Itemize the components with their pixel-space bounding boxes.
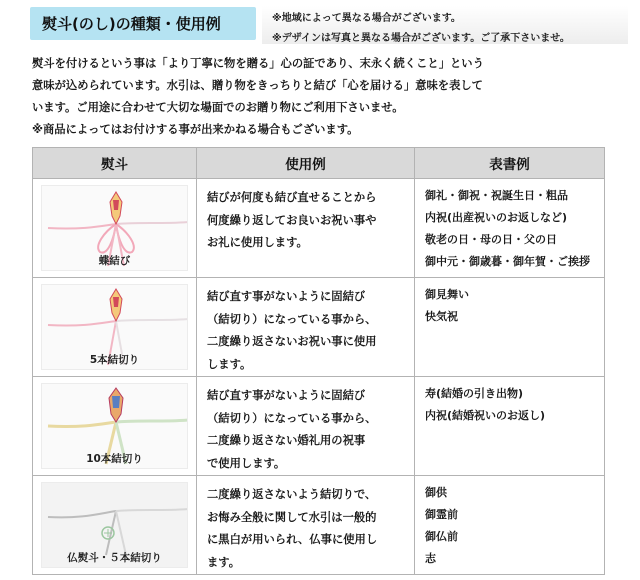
table-row	[33, 377, 605, 476]
usage-line: 結び直す事がないように固結び	[207, 290, 366, 303]
usage-line: します。	[207, 357, 252, 371]
header-noshi: 熨斗	[33, 148, 197, 179]
usage-line: で使用します。	[207, 456, 286, 470]
example-line: 御仏前	[425, 530, 458, 543]
table-row	[33, 476, 605, 575]
usage-line: 二度繰り返さないよう結切りで、	[207, 488, 377, 501]
usage-line: お悔み全般に関して水引は一般的	[207, 510, 377, 524]
notes	[272, 9, 570, 49]
buddhist-noshi-icon	[41, 482, 188, 568]
page-title: 熨斗(のし)の種類・使用例	[30, 7, 256, 40]
butterfly-knot-noshi-icon	[41, 185, 188, 271]
table-row	[33, 278, 605, 377]
example-line: 御供	[425, 486, 447, 499]
examples-cell	[415, 278, 605, 377]
example-line: 御中元・御歳暮・御年賀・ご挨拶	[425, 255, 590, 268]
usage-cell	[197, 278, 415, 377]
usage-cell	[197, 377, 415, 476]
usage-cell	[197, 476, 415, 575]
examples-cell	[415, 377, 605, 476]
noshi-label: 10本結切り	[86, 453, 143, 465]
noshi-table	[32, 147, 605, 575]
intro-text	[32, 53, 622, 141]
noshi-image-cell	[33, 179, 197, 278]
noshi-label: 5本結切り	[89, 354, 140, 366]
usage-line: 結び直す事がないように固結び	[207, 389, 366, 402]
noshi-label: 蝶結び	[98, 255, 131, 267]
five-strand-knot-noshi-icon	[41, 284, 188, 370]
usage-line: 結びが何度も結び直せることから	[207, 191, 377, 204]
table-header-row	[33, 148, 605, 179]
example-line: 敬老の日・母の日・父の日	[425, 233, 557, 246]
example-line: 御礼・御祝・祝誕生日・粗品	[425, 189, 568, 202]
intro-line: 熨斗を付けるという事は「より丁寧に物を贈る」心の証であり、末永く続くこと」という	[32, 57, 484, 70]
header-examples: 表書例	[415, 148, 605, 179]
noshi-image-cell	[33, 278, 197, 377]
usage-cell	[197, 179, 415, 278]
noshi-image-cell	[33, 476, 197, 575]
example-line: 志	[425, 552, 436, 565]
examples-cell	[415, 179, 605, 278]
usage-line: お礼に使用します。	[207, 236, 308, 249]
intro-note: ※商品によってはお付けする事が出来かねる場合もございます。	[32, 123, 359, 136]
usage-line: 二度繰り返さないお祝い事に使用	[207, 335, 377, 348]
noshi-image-cell	[33, 377, 197, 476]
note-design: ※デザインは写真と異なる場合がございます。ご了承下さいませ。	[272, 33, 570, 44]
example-line: 御見舞い	[425, 288, 469, 301]
example-line: 内祝(出産祝いのお返しなど)	[425, 211, 568, 224]
example-line: 御霊前	[425, 508, 458, 521]
example-line: 寿(結婚の引き出物)	[425, 387, 524, 400]
noshi-label: 仏熨斗・５本結切り	[67, 552, 162, 564]
usage-line: 二度繰り返さない婚礼用の祝事	[207, 434, 366, 447]
intro-line: 意味が込められています。水引は、贈り物をきっちりと結び「心を届ける」意味を表して	[32, 79, 483, 92]
note-region: ※地域によって異なる場合がございます。	[272, 13, 461, 24]
usage-line: （結切り）になっている事から、	[207, 312, 377, 326]
usage-line: （結切り）になっている事から、	[207, 411, 377, 425]
usage-line: 何度繰り返してお良いお祝い事や	[207, 213, 377, 227]
examples-cell	[415, 476, 605, 575]
intro-line: います。ご用途に合わせて大切な場面でのお贈り物にご利用下さいませ。	[32, 101, 404, 114]
table-row	[33, 179, 605, 278]
usage-line: に黒白が用いられ、仏事に使用し	[207, 533, 378, 546]
ten-strand-knot-noshi-icon	[41, 383, 188, 469]
header-usage: 使用例	[197, 148, 415, 179]
example-line: 快気祝	[425, 310, 458, 323]
example-line: 内祝(結婚祝いのお返し)	[425, 409, 546, 422]
usage-line: ます。	[207, 555, 240, 569]
